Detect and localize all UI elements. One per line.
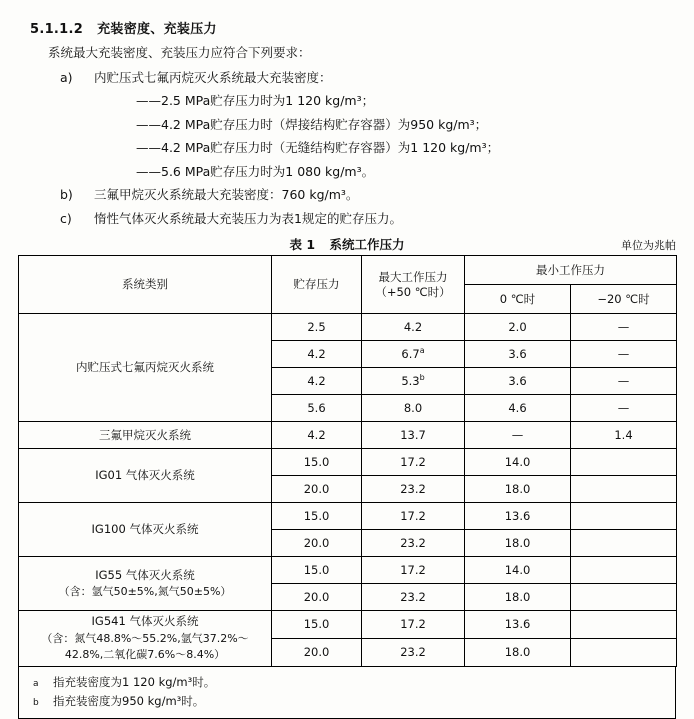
cell-min-0c: 13.6 [465,503,571,530]
footnote-text-a: 指充装密度为1 120 kg/m³时。 [53,674,216,689]
header-max-working-pressure-line1: 最大工作压力 [378,269,448,284]
list-item-text: 惰性气体灭火系统最大充装压力为表1规定的贮存压力。 [94,210,402,226]
footnote-row [29,673,665,693]
cell-max-pressure: 17.2 [362,503,465,530]
footnote-mark-a: a [33,678,39,689]
cell-storage-pressure: 20.0 [272,476,362,503]
row-category-main: IG55 气体灭火系统 [95,568,195,582]
cell-storage-pressure: 5.6 [272,395,362,422]
row-category: IG01 气体灭火系统 [19,449,272,503]
system-working-pressure-table [18,255,677,666]
table-row [19,611,677,639]
cell-storage-pressure: 2.5 [272,314,362,341]
dash-line: ——4.2 MPa贮存压力时（焊接结构贮存容器）为950 kg/m³； [136,116,488,132]
cell-max-pressure: 4.2 [362,314,465,341]
cell-storage-pressure: 20.0 [272,530,362,557]
cell-min-0c: 3.6 [465,368,571,395]
list-item-label: a) [60,69,73,85]
page-top-margin [18,8,676,14]
section-title: 充装密度、充装压力 [97,22,217,37]
section-intro: 系统最大充装密度、充装压力应符合下列要求： [48,45,311,60]
footnote-mark-b: b [33,698,39,709]
table-row [19,449,677,476]
cell-min-minus20c [571,584,677,611]
header-category: 系统类别 [19,256,272,314]
header-max-working-pressure [362,256,465,314]
footnote-marker-a: a [419,346,425,356]
table-unit-note: 单位为兆帕 [621,239,676,253]
list-item [18,210,676,228]
cell-min-minus20c: — [571,341,677,368]
cell-min-0c: 2.0 [465,314,571,341]
cell-min-minus20c [571,449,677,476]
row-category: 三氟甲烷灭火系统 [19,422,272,449]
dash-line: ——5.6 MPa贮存压力时为1 080 kg/m³。 [136,163,375,179]
cell-min-0c: 18.0 [465,476,571,503]
row-category-main: IG541 气体灭火系统 [91,614,199,629]
header-max-working-pressure-line2: （+50 ℃时） [375,284,451,299]
cell-min-minus20c [571,611,677,639]
cell-max-pressure [362,341,465,368]
cell-max-pressure: 17.2 [362,611,465,639]
cell-min-0c: 13.6 [465,611,571,639]
dash-line: ——4.2 MPa贮存压力时（无缝结构贮存容器）为1 120 kg/m³； [136,140,500,156]
cell-max-pressure [362,368,465,395]
table-header-row [19,256,677,285]
table-caption-number: 表 1 [289,237,316,253]
table-row [19,314,677,341]
cell-max-pressure-value: 6.7 [401,346,420,361]
list-item-label: c) [60,210,72,226]
row-category: 内贮压式七氟丙烷灭火系统 [19,314,272,422]
cell-min-minus20c [571,503,677,530]
cell-storage-pressure: 15.0 [272,611,362,639]
table-row [19,422,677,449]
list-item-label: b) [60,187,73,203]
cell-max-pressure: 23.2 [362,530,465,557]
header-min-working-pressure: 最小工作压力 [465,256,677,285]
cell-min-0c: 18.0 [465,639,571,667]
cell-max-pressure: 17.2 [362,449,465,476]
cell-min-0c: — [465,422,571,449]
cell-max-pressure: 8.0 [362,395,465,422]
footnote-text-b: 指充装密度为950 kg/m³时。 [53,694,205,709]
cell-min-minus20c [571,557,677,584]
table-row [19,557,677,584]
section-number: 5.1.1.2 [30,22,84,37]
section-heading [30,18,676,37]
cell-min-minus20c [571,530,677,557]
header-min-minus20c: −20 ℃时 [571,285,677,314]
cell-max-pressure: 17.2 [362,557,465,584]
row-category [19,557,272,611]
header-min-0c: 0 ℃时 [465,285,571,314]
cell-min-minus20c: — [571,314,677,341]
cell-storage-pressure: 15.0 [272,503,362,530]
cell-min-0c: 18.0 [465,584,571,611]
cell-storage-pressure: 15.0 [272,449,362,476]
cell-min-minus20c: — [571,368,677,395]
row-category [19,611,272,666]
cell-storage-pressure: 20.0 [272,639,362,667]
cell-storage-pressure: 4.2 [272,341,362,368]
row-category-sub: （含：氮气48.8%～55.2%,氩气37.2%～42.8%,二氧化碳7.6%～8.4%） [41,631,249,662]
cell-min-0c: 18.0 [465,530,571,557]
cell-min-minus20c: 1.4 [571,422,677,449]
cell-min-0c: 14.0 [465,449,571,476]
cell-storage-pressure: 15.0 [272,557,362,584]
footnote-row [29,692,665,712]
list-item-text: 三氟甲烷灭火系统最大充装密度：760 kg/m³。 [94,187,359,203]
list-item-text: 内贮压式七氟丙烷灭火系统最大充装密度： [94,69,332,85]
footnote-marker-b: b [419,373,425,383]
cell-min-0c: 3.6 [465,341,571,368]
cell-storage-pressure: 20.0 [272,584,362,611]
list-item [18,186,676,204]
cell-storage-pressure: 4.2 [272,422,362,449]
cell-storage-pressure: 4.2 [272,368,362,395]
list-item [18,69,676,87]
cell-min-minus20c [571,476,677,503]
cell-min-0c: 4.6 [465,395,571,422]
cell-min-0c: 14.0 [465,557,571,584]
cell-max-pressure-value: 5.3 [401,373,420,388]
table-footnotes [18,667,676,719]
header-storage-pressure: 贮存压力 [272,256,362,314]
cell-max-pressure: 23.2 [362,584,465,611]
cell-max-pressure: 23.2 [362,476,465,503]
cell-min-minus20c: — [571,395,677,422]
cell-min-minus20c [571,639,677,667]
dash-line: ——2.5 MPa贮存压力时为1 120 kg/m³； [136,93,375,109]
row-category: IG100 气体灭火系统 [19,503,272,557]
table-row [19,503,677,530]
cell-max-pressure: 13.7 [362,422,465,449]
table-caption [18,235,676,253]
cell-max-pressure: 23.2 [362,639,465,667]
table-caption-title: 系统工作压力 [329,237,405,253]
row-category-sub: （含：氩气50±5%,氮气50±5%） [58,585,232,599]
